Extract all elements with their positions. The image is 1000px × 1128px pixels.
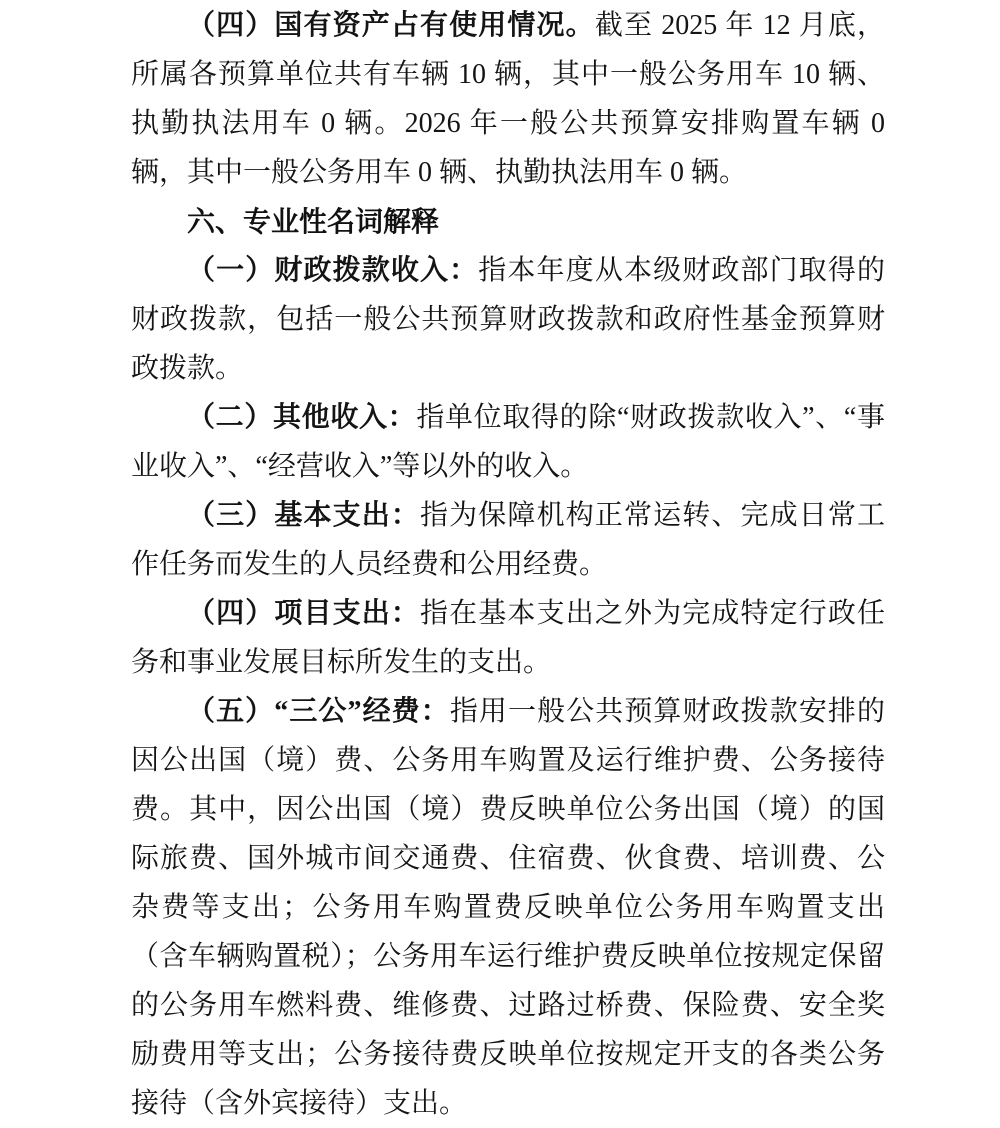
- term-lead-project-expenditure: （四）项目支出：: [187, 598, 421, 629]
- term-lead-fiscal-appropriation-income: （一）财政拨款收入：: [187, 255, 479, 286]
- term-lead-other-income: （二）其他收入：: [187, 402, 417, 433]
- term-text-project-expenditure: 指在基本支出之外为完成特定行政任务和事业发展目标所发生的支出。: [131, 598, 885, 678]
- section-heading-term-definitions: 六、专业性名词解释: [187, 206, 440, 237]
- paragraph-text-state-assets: 截至 2025 年 12 月底，所属各预算单位共有车辆 10 辆，其中一般公务用车 10 辆、执勤执法用车 0 辆。2026 年一般公共预算安排购置车辆 0 辆，其中一般公务用车 0 辆、执勤执法用车 0 辆。: [131, 10, 885, 188]
- paragraph-term-three-public-funds: [131, 687, 885, 1128]
- paragraph-term-other-income: [131, 393, 885, 491]
- term-text-basic-expenditure: 指为保障机构正常运转、完成日常工作任务而发生的人员经费和公用经费。: [131, 500, 885, 580]
- term-text-other-income: 指单位取得的除“财政拨款收入”、“事业收入”、“经营收入”等以外的收入。: [131, 402, 885, 482]
- term-text-three-public-funds: 指用一般公共预算财政拨款安排的因公出国（境）费、公务用车购置及运行维护费、公务接待费。其中，因公出国（境）费反映单位公务出国（境）的国际旅费、国外城市间交通费、住宿费、伙食费、培训费、公杂费等支出；公务用车购置费反映单位公务用车购置支出（含车辆购置税）；公务用车运行维护费反映单位按规定保留的公务用车燃料费、维修费、过路过桥费、保险费、安全奖励费用等支出；公务接待费反映单位按规定开支的各类公务接待（含外宾接待）支出。: [131, 696, 885, 1119]
- term-lead-three-public-funds: （五）“三公”经费：: [187, 696, 450, 727]
- paragraph-term-fiscal-appropriation-income: [131, 246, 885, 393]
- paragraph-term-project-expenditure: [131, 589, 885, 687]
- term-lead-basic-expenditure: （三）基本支出：: [187, 500, 421, 531]
- paragraph-term-basic-expenditure: [131, 491, 885, 589]
- term-text-fiscal-appropriation-income: 指本年度从本级财政部门取得的财政拨款，包括一般公共预算财政拨款和政府性基金预算财政拨款。: [131, 255, 885, 384]
- paragraph-lead-state-assets: （四）国有资产占有使用情况。: [187, 10, 595, 41]
- paragraph-state-assets-usage: [131, 1, 885, 197]
